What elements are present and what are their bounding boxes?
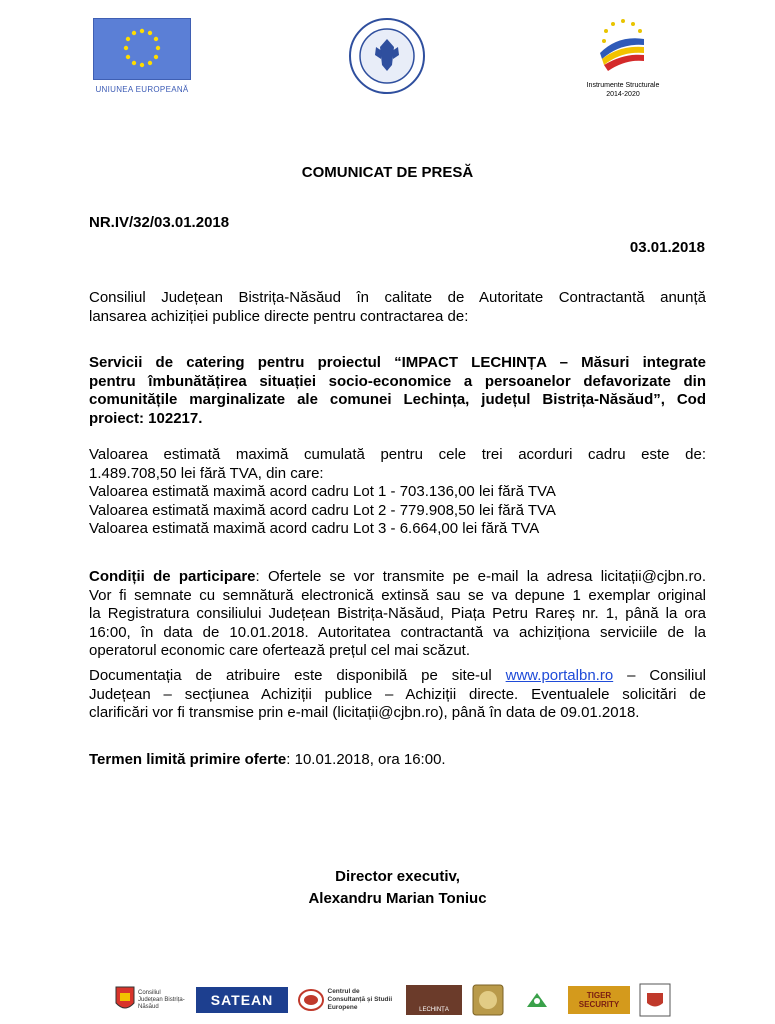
portal-link[interactable]: www.portalbn.ro bbox=[505, 667, 614, 684]
eu-caption: UNIUNEA EUROPEANĂ bbox=[95, 85, 189, 94]
intro-line: Consiliul Județean Bistrița-Năsăud în calitate de Autoritate Contractantă anunță bbox=[89, 289, 706, 306]
intro-line: lansarea achiziției publice directe pentru contractarea de: bbox=[89, 307, 469, 325]
medical-icon bbox=[524, 989, 550, 1011]
cj-crest-icon bbox=[114, 985, 136, 1015]
project-icon bbox=[639, 983, 671, 1017]
centru-logo-text: Centrul de Consultanță și Studii Europene bbox=[327, 988, 393, 1011]
conditions-line: la Registratura consiliului Județean Bistrița-Năsăud, Piața Petru Rareș nr. 1, până la ora bbox=[89, 605, 706, 622]
service-line: comunitățile marginalizate ale comunei Lechința, județul Bistrița-Năsăud”, Cod bbox=[89, 391, 706, 408]
cj-logo bbox=[112, 983, 188, 1017]
documentation-text: – Consiliul bbox=[613, 667, 707, 684]
structural-instruments-logo bbox=[578, 15, 668, 99]
document-date: 03.01.2018 bbox=[629, 239, 705, 256]
crest-logo bbox=[470, 983, 506, 1017]
intro-paragraph bbox=[89, 289, 706, 326]
documentation-line: clarificări vor fi transmise prin e-mail (licitații@cjbn.ro), până în data de 09.01.2018. bbox=[89, 704, 640, 721]
government-seal bbox=[348, 17, 426, 95]
documentation-text: Documentația de atribuire este disponibilă pe site-ul bbox=[89, 667, 506, 684]
values-paragraph bbox=[89, 446, 706, 539]
tiger-security-logo: TIGER SECURITY bbox=[568, 986, 630, 1014]
footer-partner-logos bbox=[112, 980, 702, 1020]
conditions-label: Condiții de participare bbox=[89, 568, 256, 585]
lot-2-value: Valoarea estimată maximă acord cadru Lot 2 - 779.908,50 lei fără TVA bbox=[89, 501, 556, 519]
signature-name: Alexandru Marian Toniuc bbox=[308, 890, 487, 907]
service-line: pentru îmbunătățirea situației socio-economice a persoanelor defavorizate din bbox=[89, 372, 706, 390]
signature-role: Director executiv, bbox=[335, 868, 460, 885]
documentation-line: Județean – secțiunea Achiziții publice – Achiziții directe. Eventualele solicitări de bbox=[89, 685, 706, 703]
centru-icon bbox=[297, 987, 325, 1013]
values-line: Valoarea estimată maximă cumulată pentru cele trei acorduri cadru este de: bbox=[89, 446, 706, 463]
is-caption-years: 2014-2020 bbox=[606, 91, 640, 98]
cj-logo-text: Consiliul Județean Bistrița-Năsăud bbox=[138, 989, 185, 1010]
government-seal-icon bbox=[348, 17, 426, 95]
deadline-label: Termen limită primire oferte bbox=[89, 751, 287, 768]
satean-logo: SATEAN bbox=[196, 987, 288, 1013]
conditions-line: Vor fi semnate cu semnătură electronică extinsă sau se va depune 1 exemplar original bbox=[89, 586, 706, 604]
conditions-line: operatorul economic care ofertează prețul cel mai scăzut. bbox=[89, 642, 471, 659]
eu-logo bbox=[93, 18, 191, 94]
project-logo bbox=[638, 983, 672, 1017]
deadline-value: : 10.01.2018, ora 16:00. bbox=[286, 751, 446, 768]
medical-logo bbox=[514, 983, 560, 1017]
conditions-line: 16:00, în data de 10.01.2018. Autoritatea contractantă va achiziționa serviciile de la bbox=[89, 623, 706, 641]
gold-crest-icon bbox=[471, 983, 505, 1017]
structural-instruments-icon bbox=[578, 15, 668, 73]
documentation-paragraph bbox=[89, 667, 706, 723]
reference-number: NR.IV/32/03.01.2018 bbox=[89, 214, 230, 231]
lechinta-logo: LECHINȚA bbox=[406, 985, 462, 1015]
service-paragraph bbox=[89, 354, 706, 428]
lot-1-value: Valoarea estimată maximă acord cadru Lot 1 - 703.136,00 lei fără TVA bbox=[89, 483, 556, 500]
page-title: COMUNICAT DE PRESĂ bbox=[301, 164, 474, 181]
lot-3-value: Valoarea estimată maximă acord cadru Lot 3 - 6.664,00 lei fără TVA bbox=[89, 520, 540, 537]
eu-flag-icon bbox=[93, 18, 191, 80]
deadline-paragraph bbox=[89, 751, 706, 770]
conditions-paragraph bbox=[89, 568, 706, 661]
is-caption-title: Instrumente Structurale bbox=[586, 82, 660, 89]
values-line: 1.489.708,50 lei fără TVA, din care: bbox=[89, 464, 324, 482]
service-line: proiect: 102217. bbox=[89, 409, 203, 427]
centru-logo bbox=[296, 983, 398, 1017]
service-line: Servicii de catering pentru proiectul “IMPACT LECHINȚA – Măsuri integrate bbox=[89, 354, 706, 371]
conditions-text: : Ofertele se vor transmite pe e-mail la adresa licitații@cjbn.ro. bbox=[255, 568, 707, 585]
